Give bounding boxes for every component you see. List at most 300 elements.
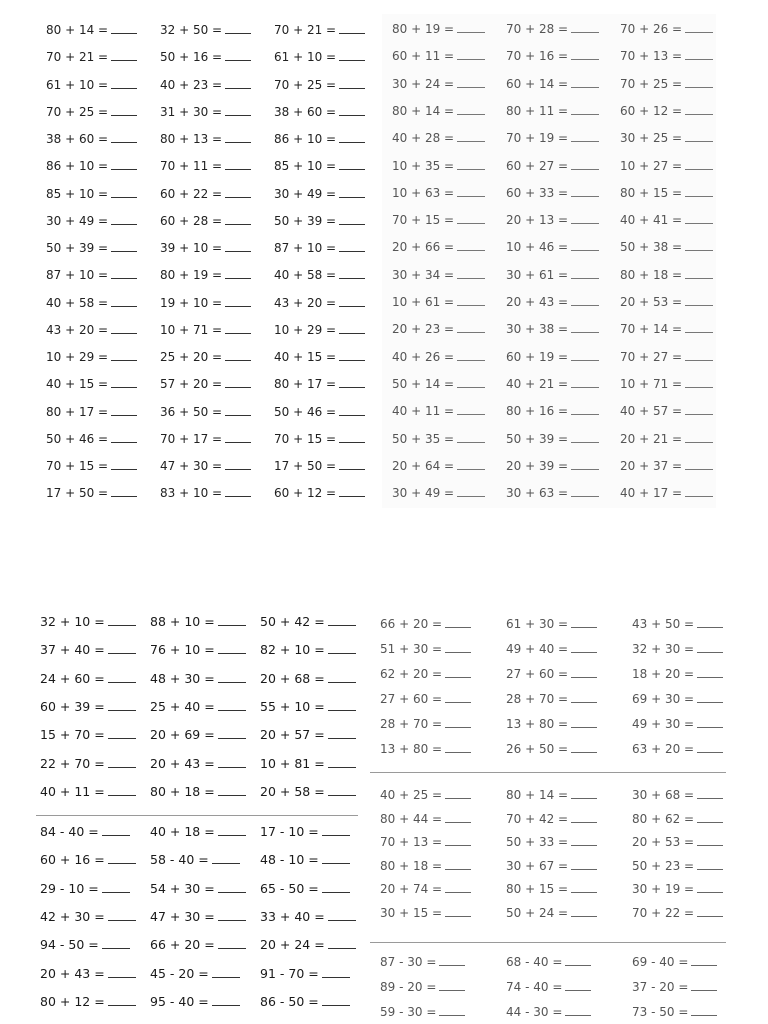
problem-expression: 10 + 46 = (506, 240, 569, 255)
answer-blank[interactable] (571, 277, 599, 279)
answer-blank[interactable] (108, 766, 136, 768)
answer-blank[interactable] (111, 114, 137, 116)
problem-expression: 30 + 34 = (392, 267, 455, 282)
answer-blank[interactable] (685, 386, 713, 388)
answer-blank[interactable] (685, 195, 713, 197)
math-problem (260, 699, 356, 714)
math-problem (620, 22, 713, 36)
answer-blank[interactable] (212, 862, 240, 864)
answer-blank[interactable] (457, 86, 485, 88)
answer-blank[interactable] (339, 277, 365, 279)
answer-blank[interactable] (339, 87, 365, 89)
answer-blank[interactable] (685, 495, 713, 497)
problem-expression: 20 + 68 = (260, 670, 325, 686)
answer-blank[interactable] (439, 989, 465, 991)
answer-blank[interactable] (339, 114, 365, 116)
answer-blank[interactable] (445, 821, 471, 823)
answer-blank[interactable] (218, 709, 246, 711)
math-problem (46, 432, 137, 446)
answer-blank[interactable] (328, 737, 356, 739)
answer-blank[interactable] (339, 414, 365, 416)
math-problem (632, 692, 723, 706)
answer-blank[interactable] (322, 1004, 350, 1006)
problem-expression: 20 + 43 = (506, 295, 569, 309)
problem-expression: 10 + 63 = (392, 185, 455, 200)
answer-blank[interactable] (457, 386, 485, 388)
answer-blank[interactable] (697, 701, 723, 703)
answer-blank[interactable] (108, 976, 136, 978)
answer-blank[interactable] (445, 751, 471, 753)
answer-blank[interactable] (571, 331, 599, 333)
answer-blank[interactable] (685, 468, 713, 470)
math-problem (620, 268, 713, 282)
answer-blank[interactable] (457, 249, 485, 251)
math-problem (150, 994, 240, 1009)
answer-blank[interactable] (218, 794, 246, 796)
answer-blank[interactable] (108, 652, 136, 654)
answer-blank[interactable] (457, 495, 485, 497)
problem-expression: 43 + 20 = (46, 322, 109, 337)
answer-blank[interactable] (339, 441, 365, 443)
math-problem (380, 642, 471, 656)
answer-blank[interactable] (111, 32, 137, 34)
math-problem (620, 486, 713, 500)
problem-expression: 66 + 20 = (150, 937, 215, 953)
answer-blank[interactable] (691, 989, 717, 991)
answer-blank[interactable] (457, 31, 485, 33)
answer-blank[interactable] (108, 862, 136, 864)
answer-blank[interactable] (685, 58, 713, 60)
math-problem (392, 432, 485, 446)
answer-blank[interactable] (218, 834, 246, 836)
answer-blank[interactable] (685, 413, 713, 415)
answer-blank[interactable] (111, 414, 137, 416)
answer-blank[interactable] (571, 891, 597, 893)
answer-blank[interactable] (328, 766, 356, 768)
math-problem (260, 966, 350, 981)
answer-blank[interactable] (697, 868, 723, 870)
math-problem (160, 241, 251, 255)
problem-expression: 20 + 43 = (40, 965, 105, 981)
answer-blank[interactable] (565, 989, 591, 991)
answer-blank[interactable] (212, 976, 240, 978)
answer-blank[interactable] (457, 304, 485, 306)
answer-blank[interactable] (225, 141, 251, 143)
answer-blank[interactable] (225, 277, 251, 279)
problem-expression: 82 + 10 = (260, 642, 325, 658)
answer-blank[interactable] (571, 86, 599, 88)
answer-blank[interactable] (445, 868, 471, 870)
answer-blank[interactable] (111, 386, 137, 388)
answer-blank[interactable] (322, 976, 350, 978)
answer-blank[interactable] (685, 249, 713, 251)
problem-expression: 60 + 22 = (160, 186, 223, 201)
math-problem (46, 105, 137, 119)
answer-blank[interactable] (322, 862, 350, 864)
math-problem (150, 937, 246, 952)
problem-expression: 37 - 20 = (632, 980, 689, 994)
problem-expression: 50 + 42 = (260, 614, 325, 629)
answer-blank[interactable] (328, 919, 356, 921)
answer-blank[interactable] (457, 140, 485, 142)
answer-blank[interactable] (339, 495, 365, 497)
answer-blank[interactable] (571, 195, 599, 197)
math-problem (620, 104, 713, 118)
answer-blank[interactable] (445, 651, 471, 653)
answer-blank[interactable] (691, 1014, 717, 1016)
answer-blank[interactable] (571, 468, 599, 470)
answer-blank[interactable] (108, 681, 136, 683)
answer-blank[interactable] (108, 794, 136, 796)
answer-blank[interactable] (439, 1014, 465, 1016)
answer-blank[interactable] (328, 624, 356, 626)
problem-expression: 60 + 39 = (40, 698, 105, 714)
answer-blank[interactable] (697, 821, 723, 823)
answer-blank[interactable] (328, 947, 356, 949)
answer-blank[interactable] (445, 626, 471, 628)
answer-blank[interactable] (218, 652, 246, 654)
answer-blank[interactable] (339, 141, 365, 143)
answer-blank[interactable] (685, 441, 713, 443)
problem-expression: 60 + 12 = (620, 103, 683, 118)
answer-blank[interactable] (339, 250, 365, 252)
math-problem (380, 692, 471, 706)
answer-blank[interactable] (571, 222, 599, 224)
math-problem (506, 742, 597, 756)
answer-blank[interactable] (218, 624, 246, 626)
math-problem (274, 105, 365, 119)
answer-blank[interactable] (439, 964, 465, 966)
answer-blank[interactable] (328, 681, 356, 683)
math-problem (150, 966, 240, 981)
answer-blank[interactable] (102, 891, 130, 893)
answer-blank[interactable] (102, 947, 130, 949)
problem-expression: 20 + 43 = (150, 755, 215, 771)
problem-expression: 60 + 28 = (160, 213, 223, 228)
answer-blank[interactable] (457, 113, 485, 115)
answer-blank[interactable] (111, 87, 137, 89)
answer-blank[interactable] (322, 834, 350, 836)
answer-blank[interactable] (339, 468, 365, 470)
answer-blank[interactable] (697, 651, 723, 653)
answer-blank[interactable] (225, 114, 251, 116)
problem-expression: 80 + 62 = (632, 811, 695, 826)
answer-blank[interactable] (571, 701, 597, 703)
answer-blank[interactable] (108, 624, 136, 626)
answer-blank[interactable] (571, 726, 597, 728)
answer-blank[interactable] (225, 87, 251, 89)
answer-blank[interactable] (218, 891, 246, 893)
answer-blank[interactable] (571, 441, 599, 443)
answer-blank[interactable] (457, 468, 485, 470)
answer-blank[interactable] (571, 495, 599, 497)
answer-blank[interactable] (457, 331, 485, 333)
answer-blank[interactable] (457, 58, 485, 60)
answer-blank[interactable] (445, 844, 471, 846)
answer-blank[interactable] (218, 766, 246, 768)
answer-blank[interactable] (571, 386, 599, 388)
answer-blank[interactable] (339, 196, 365, 198)
math-problem (380, 980, 465, 994)
answer-blank[interactable] (685, 113, 713, 115)
math-problem (620, 404, 713, 418)
answer-blank[interactable] (571, 413, 599, 415)
problem-expression: 62 + 20 = (380, 667, 443, 681)
math-problem (506, 432, 599, 446)
answer-blank[interactable] (111, 305, 137, 307)
answer-blank[interactable] (697, 797, 723, 799)
problem-expression: 10 + 29 = (46, 350, 109, 364)
answer-blank[interactable] (685, 140, 713, 142)
math-problem (392, 295, 485, 309)
answer-blank[interactable] (225, 495, 251, 497)
answer-blank[interactable] (339, 223, 365, 225)
answer-blank[interactable] (225, 59, 251, 61)
problem-expression: 40 + 23 = (160, 77, 223, 92)
answer-blank[interactable] (225, 223, 251, 225)
problem-expression: 32 + 10 = (40, 614, 105, 629)
answer-blank[interactable] (697, 844, 723, 846)
math-problem (506, 459, 599, 473)
math-problem (506, 692, 597, 706)
answer-blank[interactable] (571, 140, 599, 142)
math-problem (160, 23, 251, 37)
answer-blank[interactable] (225, 414, 251, 416)
problem-expression: 95 - 40 = (150, 993, 209, 1009)
answer-blank[interactable] (697, 915, 723, 917)
answer-blank[interactable] (457, 168, 485, 170)
math-problem (160, 78, 251, 92)
answer-blank[interactable] (111, 250, 137, 252)
answer-blank[interactable] (685, 86, 713, 88)
answer-blank[interactable] (571, 676, 597, 678)
answer-blank[interactable] (457, 413, 485, 415)
math-problem (632, 742, 723, 756)
answer-blank[interactable] (218, 947, 246, 949)
answer-blank[interactable] (571, 751, 597, 753)
answer-blank[interactable] (685, 359, 713, 361)
answer-blank[interactable] (102, 834, 130, 836)
problem-expression: 70 + 22 = (632, 905, 695, 920)
math-problem (506, 906, 597, 920)
math-problem (40, 784, 136, 799)
answer-blank[interactable] (571, 651, 597, 653)
answer-blank[interactable] (691, 964, 717, 966)
answer-blank[interactable] (445, 701, 471, 703)
answer-blank[interactable] (571, 821, 597, 823)
answer-blank[interactable] (339, 332, 365, 334)
math-problem (40, 614, 136, 629)
answer-blank[interactable] (565, 1014, 591, 1016)
problem-expression: 10 + 71 = (620, 376, 683, 391)
answer-blank[interactable] (328, 794, 356, 796)
problem-expression: 44 - 30 = (506, 1005, 563, 1019)
answer-blank[interactable] (571, 58, 599, 60)
answer-blank[interactable] (457, 222, 485, 224)
answer-blank[interactable] (457, 441, 485, 443)
answer-blank[interactable] (339, 359, 365, 361)
answer-blank[interactable] (685, 331, 713, 333)
answer-blank[interactable] (571, 31, 599, 33)
problem-expression: 30 + 63 = (506, 486, 569, 501)
math-problem (632, 980, 717, 994)
answer-blank[interactable] (457, 359, 485, 361)
math-problem (380, 812, 471, 826)
problem-expression: 27 + 60 = (506, 667, 569, 681)
answer-blank[interactable] (225, 168, 251, 170)
answer-blank[interactable] (685, 31, 713, 33)
answer-blank[interactable] (445, 726, 471, 728)
answer-blank[interactable] (571, 915, 597, 917)
problem-expression: 60 + 27 = (506, 158, 569, 173)
answer-blank[interactable] (111, 359, 137, 361)
answer-blank[interactable] (339, 32, 365, 34)
answer-blank[interactable] (445, 915, 471, 917)
problem-expression: 80 + 11 = (506, 103, 569, 118)
answer-blank[interactable] (212, 1004, 240, 1006)
math-problem (392, 159, 485, 173)
answer-blank[interactable] (218, 681, 246, 683)
answer-blank[interactable] (339, 386, 365, 388)
answer-blank[interactable] (339, 59, 365, 61)
answer-blank[interactable] (111, 168, 137, 170)
answer-blank[interactable] (685, 222, 713, 224)
answer-blank[interactable] (225, 386, 251, 388)
answer-blank[interactable] (339, 305, 365, 307)
answer-blank[interactable] (111, 495, 137, 497)
math-problem (46, 296, 137, 310)
answer-blank[interactable] (225, 32, 251, 34)
math-problem (506, 213, 599, 227)
math-problem (506, 617, 597, 631)
answer-blank[interactable] (225, 441, 251, 443)
answer-blank[interactable] (218, 737, 246, 739)
math-problem (620, 295, 713, 309)
answer-blank[interactable] (108, 709, 136, 711)
math-problem (632, 812, 723, 826)
answer-blank[interactable] (685, 304, 713, 306)
math-problem (380, 859, 471, 873)
answer-blank[interactable] (225, 359, 251, 361)
problem-expression: 70 + 28 = (506, 22, 569, 36)
answer-blank[interactable] (108, 1004, 136, 1006)
answer-blank[interactable] (445, 676, 471, 678)
answer-blank[interactable] (697, 676, 723, 678)
math-problem (160, 159, 251, 173)
problem-expression: 70 + 17 = (160, 431, 223, 446)
math-problem (40, 642, 136, 657)
answer-blank[interactable] (571, 249, 599, 251)
answer-blank[interactable] (685, 277, 713, 279)
answer-blank[interactable] (565, 964, 591, 966)
problem-expression: 68 - 40 = (506, 955, 563, 969)
problem-expression: 70 + 25 = (46, 104, 109, 119)
math-problem (506, 812, 597, 826)
answer-blank[interactable] (111, 468, 137, 470)
answer-blank[interactable] (111, 59, 137, 61)
answer-blank[interactable] (108, 737, 136, 739)
math-problem (620, 459, 713, 473)
problem-expression: 85 + 10 = (274, 159, 337, 174)
answer-blank[interactable] (685, 168, 713, 170)
answer-blank[interactable] (697, 751, 723, 753)
answer-blank[interactable] (328, 652, 356, 654)
math-problem (506, 1005, 591, 1019)
problem-expression: 40 + 17 = (620, 486, 683, 501)
math-problem (506, 859, 597, 873)
answer-blank[interactable] (328, 709, 356, 711)
math-problem (380, 617, 471, 631)
answer-blank[interactable] (111, 332, 137, 334)
answer-blank[interactable] (225, 250, 251, 252)
math-problem (260, 909, 356, 924)
answer-blank[interactable] (571, 304, 599, 306)
answer-blank[interactable] (339, 168, 365, 170)
answer-blank[interactable] (697, 891, 723, 893)
answer-blank[interactable] (218, 919, 246, 921)
problem-expression: 30 + 49 = (274, 186, 337, 201)
answer-blank[interactable] (571, 113, 599, 115)
answer-blank[interactable] (571, 797, 597, 799)
math-problem (392, 240, 485, 254)
answer-blank[interactable] (322, 891, 350, 893)
problem-expression: 20 + 74 = (380, 882, 443, 896)
math-problem (260, 994, 350, 1009)
answer-blank[interactable] (111, 141, 137, 143)
answer-blank[interactable] (108, 919, 136, 921)
math-problem (380, 742, 471, 756)
answer-blank[interactable] (457, 277, 485, 279)
answer-blank[interactable] (225, 468, 251, 470)
problem-expression: 20 + 21 = (620, 431, 683, 446)
math-problem (392, 49, 485, 63)
problem-expression: 28 + 70 = (506, 692, 569, 706)
problem-expression: 50 + 46 = (46, 431, 109, 446)
answer-blank[interactable] (111, 277, 137, 279)
answer-blank[interactable] (445, 891, 471, 893)
answer-blank[interactable] (571, 626, 597, 628)
math-problem (506, 104, 599, 118)
math-problem (160, 486, 251, 500)
answer-blank[interactable] (225, 196, 251, 198)
answer-blank[interactable] (225, 332, 251, 334)
answer-blank[interactable] (571, 844, 597, 846)
problem-expression: 31 + 30 = (160, 104, 223, 119)
math-problem (274, 268, 365, 282)
problem-expression: 50 + 38 = (620, 240, 683, 255)
answer-blank[interactable] (571, 359, 599, 361)
answer-blank[interactable] (571, 168, 599, 170)
problem-expression: 20 + 23 = (392, 322, 455, 337)
answer-blank[interactable] (111, 441, 137, 443)
answer-blank[interactable] (111, 196, 137, 198)
problem-expression: 47 + 30 = (160, 459, 223, 473)
math-problem (632, 1005, 717, 1019)
math-problem (506, 955, 591, 969)
answer-blank[interactable] (697, 726, 723, 728)
answer-blank[interactable] (457, 195, 485, 197)
answer-blank[interactable] (111, 223, 137, 225)
answer-blank[interactable] (445, 797, 471, 799)
answer-blank[interactable] (225, 305, 251, 307)
answer-blank[interactable] (571, 868, 597, 870)
math-problem (46, 159, 137, 173)
problem-expression: 30 + 61 = (506, 267, 569, 282)
math-problem (392, 486, 485, 500)
answer-blank[interactable] (697, 626, 723, 628)
problem-expression: 27 + 60 = (380, 692, 443, 706)
problem-expression: 36 + 50 = (160, 404, 223, 419)
